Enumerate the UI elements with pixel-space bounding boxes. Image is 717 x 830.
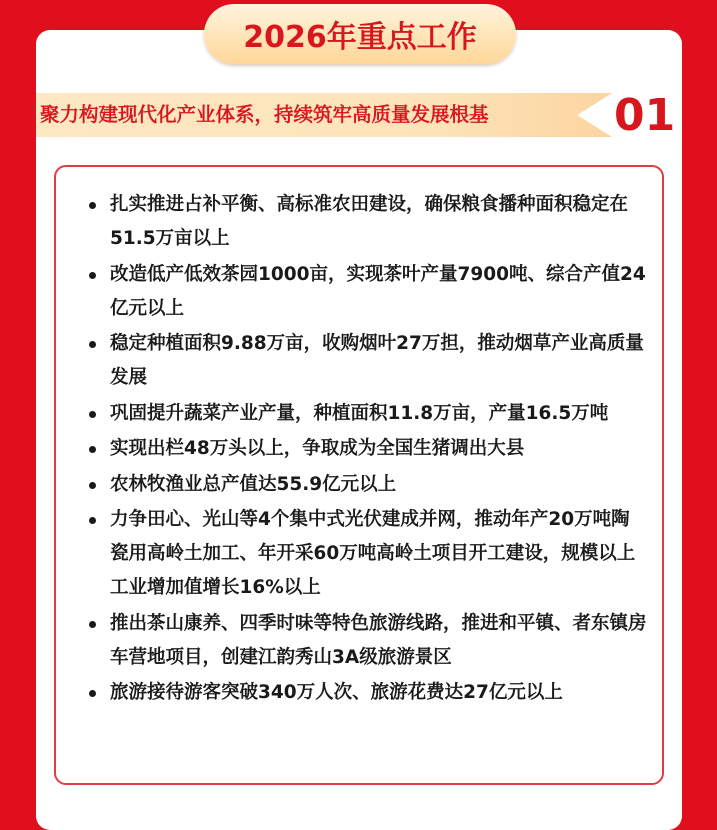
bullet-icon [89, 341, 96, 348]
list-item-text: 推出茶山康养、四季时味等特色旅游线路，推进和平镇、者东镇房车营地项目，创建江韵秀山3A级旅游景区 [110, 612, 647, 668]
list-item-text: 实现出栏48万头以上，争取成为全国生猪调出大县 [110, 438, 525, 459]
bullet-icon [89, 411, 96, 418]
bullet-icon [89, 202, 96, 209]
bullet-icon [89, 621, 96, 628]
bullet-icon [89, 517, 96, 524]
list-item-text: 力争田心、光山等4个集中式光伏建成并网，推动年产20万吨陶瓷用高岭土加工、年开采60万吨高岭土项目开工建设，规模以上工业增加值增长16%以上 [110, 509, 636, 598]
list-item [56, 397, 662, 431]
list-item [56, 327, 662, 395]
section-number: 01 [614, 90, 676, 141]
work-list [56, 188, 662, 712]
list-item-text: 旅游接待游客突破340万人次、旅游花费达27亿元以上 [110, 682, 563, 703]
list-item-text: 稳定种植面积9.88万亩，收购烟叶27万担，推动烟草产业高质量发展 [110, 333, 644, 388]
page-title: 2026年重点工作 [204, 4, 516, 64]
list-item-text: 农林牧渔业总产值达55.9亿元以上 [110, 473, 397, 495]
bullet-icon [89, 446, 96, 453]
bullet-icon [89, 690, 96, 697]
bullet-icon [89, 272, 96, 279]
bullet-icon [89, 482, 96, 489]
section-title: 聚力构建现代化产业体系，持续筑牢高质量发展根基 [40, 103, 489, 126]
list-item-text: 扎实推进占补平衡、高标准农田建设，确保粮食播种面积稳定在51.5万亩以上 [110, 194, 629, 249]
list-item [56, 432, 662, 466]
list-item [56, 676, 662, 710]
list-item [56, 188, 662, 256]
list-item [56, 468, 662, 502]
list-item-text: 改造低产低效茶园1000亩，实现茶叶产量7900吨、综合产值24亿元以上 [110, 263, 646, 319]
list-item [56, 503, 662, 605]
work-list-box [54, 165, 664, 785]
list-item [56, 607, 662, 675]
list-item-text: 巩固提升蔬菜产业产量，种植面积11.8万亩，产量16.5万吨 [110, 402, 609, 424]
list-item [56, 258, 662, 326]
